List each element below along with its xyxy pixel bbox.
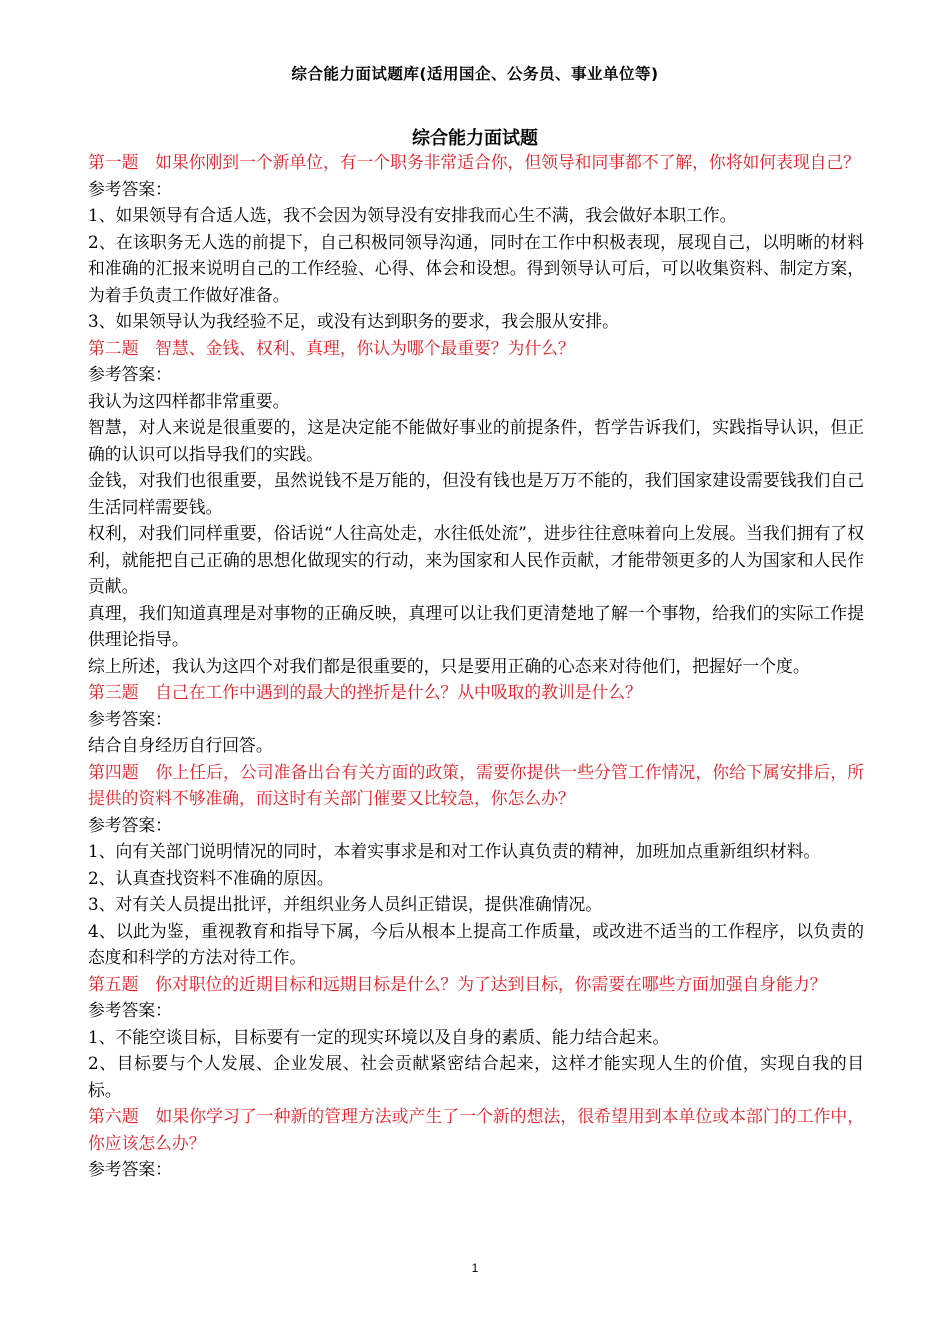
answer-paragraph: 3、如果领导认为我经验不足，或没有达到职务的要求，我会服从安排。 (88, 311, 619, 331)
question-3: 第三题 自己在工作中遇到的最大的挫折是什么？从中吸取的教训是什么？ (88, 682, 642, 702)
answer-paragraph: 2、在该职务无人选的前提下，自己积极同领导沟通，同时在工作中积极表现，展现自己，以明晰的材料和准确的汇报来说明自己的工作经验、心得、体会和设想。得到领导认可后，可以收集资料、制定方案，为着手负责工作做好准备。 (88, 231, 864, 305)
answer-paragraph: 金钱，对我们也很重要，虽然说钱不是万能的，但没有钱也是万万不能的，我们国家建设需要钱我们自己生活同样需要钱。 (88, 470, 864, 517)
answer-paragraph: 我认为这四样都非常重要。 (88, 390, 290, 411)
question-1: 第一题 如果你刚到一个新单位，有一个职务非常适合你，但领导和同事都不了解，你将如何表现自己？ (88, 152, 860, 172)
document-body (88, 149, 864, 1183)
question-2: 第二题 智慧、金钱、权利、真理，你认为哪个最重要？为什么？ (88, 337, 575, 358)
answer-paragraph: 综上所述，我认为这四个对我们都是很重要的，只是要用正确的心态来对待他们，把握好一个度。 (88, 655, 810, 676)
answer-paragraph: 2、目标要与个人发展、企业发展、社会贡献紧密结合起来，这样才能实现人生的价值，实现自我的目标。 (88, 1053, 864, 1100)
answer-paragraph: 2、认真查找资料不准确的原因。 (88, 867, 334, 888)
answer-paragraph: 4、以此为鉴，重视教育和指导下属，今后从根本上提高工作质量，或改进不适当的工作程序，以负责的态度和科学的方法对待工作。 (88, 920, 864, 967)
answer-label: 参考答案： (88, 708, 172, 729)
answer-paragraph: 3、对有关人员提出批评，并组织业务人员纠正错误，提供准确情况。 (88, 894, 603, 914)
answer-paragraph: 1、如果领导有合适人选，我不会因为领导没有安排我而心生不满，我会做好本职工作。 (88, 205, 737, 225)
answer-label: 参考答案： (88, 814, 172, 835)
document-header: 综合能力面试题库(适用国企、公务员、事业单位等) (291, 65, 659, 83)
answer-label: 参考答案： (88, 178, 172, 199)
answer-paragraph: 1、向有关部门说明情况的同时，本着实事求是和对工作认真负责的精神，加班加点重新组织材料。 (88, 841, 821, 861)
answer-label: 参考答案： (88, 364, 172, 384)
answer-paragraph: 智慧，对人来说是很重要的，这是决定能不能做好事业的前提条件，哲学告诉我们，实践指导认识，但正确的认识可以指导我们的实践。 (88, 417, 864, 464)
page-title: 综合能力面试题 (412, 128, 538, 149)
question-5: 第五题 你对职位的近期目标和远期目标是什么？为了达到目标，你需要在哪些方面加强自身能力？ (88, 973, 827, 994)
answer-paragraph: 结合自身经历自行回答。 (88, 735, 273, 755)
answer-label: 参考答案： (88, 1159, 172, 1179)
answer-paragraph: 权利，对我们同样重要，俗话说“人往高处走，水往低处流”，进步往往意味着向上发展。当我们拥有了权利，就能把自己正确的思想化做现实的行动，来为国家和人民作贡献，才能带领更多的人为国家和人民作贡献。 (88, 523, 864, 596)
question-6: 第六题 如果你学习了一种新的管理方法或产生了一个新的想法，很希望用到本单位或本部门的工作中，你应该怎么办？ (88, 1106, 864, 1153)
answer-label: 参考答案： (88, 1000, 172, 1020)
answer-paragraph: 真理，我们知道真理是对事物的正确反映，真理可以让我们更清楚地了解一个事物，给我们的实际工作提供理论指导。 (88, 602, 864, 649)
page-number: 1 (471, 1261, 479, 1275)
answer-paragraph: 1、不能空谈目标，目标要有一定的现实环境以及自身的素质、能力结合起来。 (88, 1026, 670, 1047)
question-4: 第四题 你上任后，公司准备出台有关方面的政策，需要你提供一些分管工作情况，你给下属安排后，所提供的资料不够准确，而这时有关部门催要又比较急，你怎么办？ (88, 761, 864, 808)
